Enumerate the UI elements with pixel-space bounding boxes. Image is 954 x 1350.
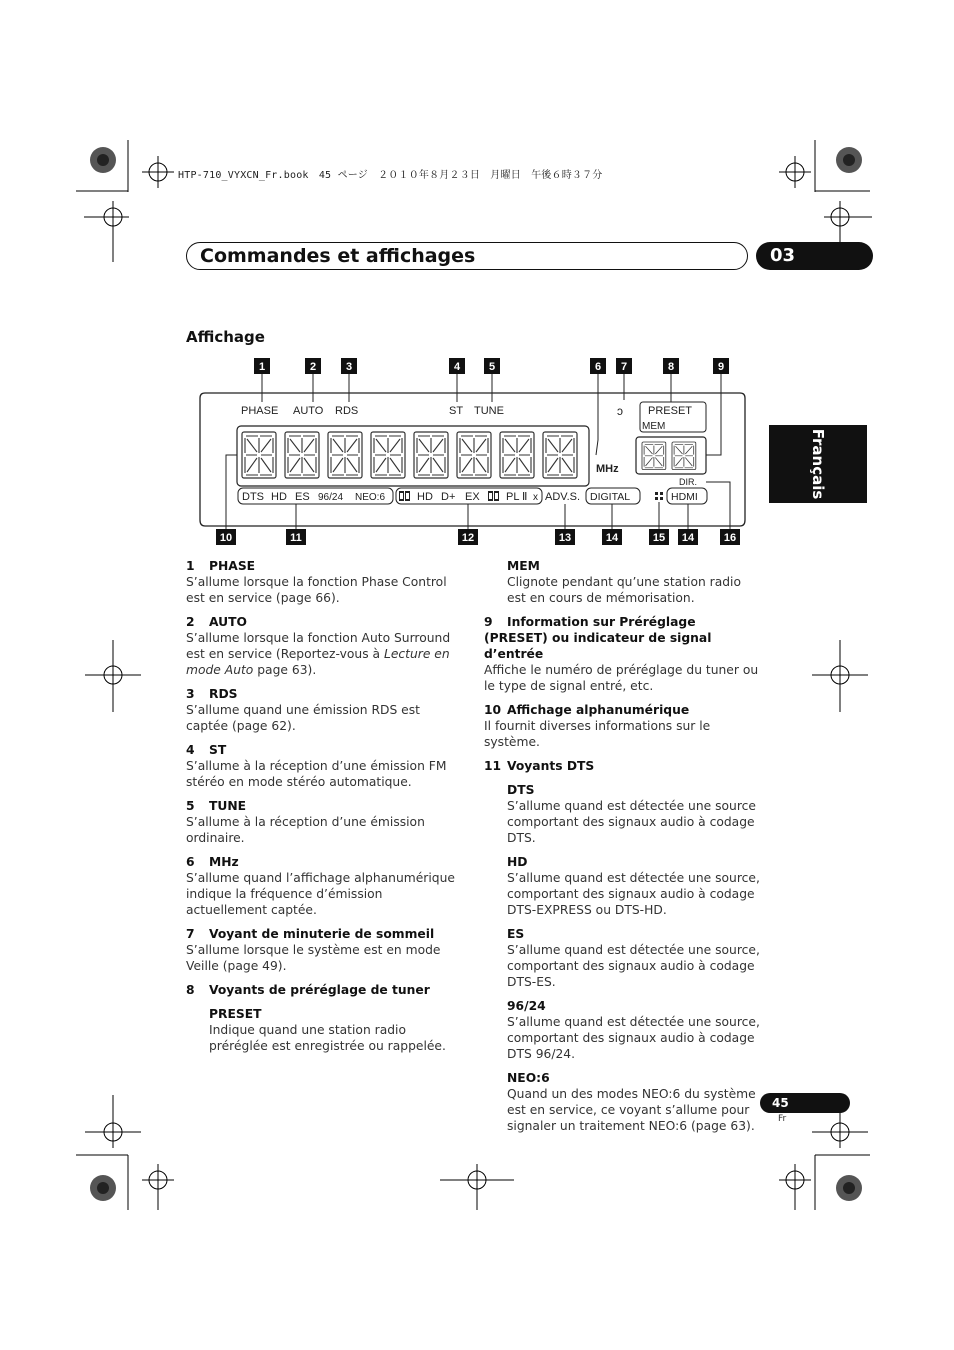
front-panel-display-figure <box>195 352 755 552</box>
label-dir: DIR. <box>679 477 697 487</box>
sub-text: S’allume quand est détectée une source, comportant des signaux audio à codage DTS 96/24. <box>507 1015 760 1061</box>
callout-badge: 15 <box>652 532 666 544</box>
item-heading: 5 TUNE <box>186 799 247 813</box>
label-digital: DIGITAL <box>590 491 631 503</box>
pl2-numeral: Ⅱ <box>522 491 528 503</box>
callout-badge: 5 <box>488 361 496 373</box>
item-text: S’allume quand une émission RDS est captée (page 62). <box>186 703 420 733</box>
label-pl2x: PL <box>506 491 520 503</box>
page-language: Fr <box>778 1114 787 1124</box>
label-hdmi: HDMI <box>671 491 698 503</box>
callout-badge: 6 <box>594 361 602 373</box>
label-dts: DTS <box>242 491 264 503</box>
callout-badge: 7 <box>620 361 628 373</box>
right-column <box>484 558 762 1134</box>
left-column <box>186 558 464 1054</box>
item-text: S’allume à la réception d’une émission FM stéréo en mode stéréo automatique. <box>186 759 447 789</box>
callout-badge: 13 <box>558 532 572 544</box>
label-mem: MEM <box>642 421 666 432</box>
item-text: S’allume quand l’affichage alphanumérique indique la fréquence d’émission actuellement captée. <box>186 871 455 917</box>
item-text: S’allume lorsque la fonction Auto Surround est en service (Reportez-vous à Lecture en mode Auto page 63). <box>186 631 451 677</box>
callout-badge: 4 <box>453 361 461 373</box>
print-mark: HTP-710_VYXCN_Fr.book 45 ページ ２０１０年８月２３日 月曜日 午後６時３７分 <box>178 170 603 181</box>
item-heading: 10 Affichage alphanumérique <box>484 703 690 717</box>
label-auto: AUTO <box>293 405 324 417</box>
hdmi-link-icon <box>655 492 663 500</box>
sub-heading: NEO:6 <box>507 1071 550 1085</box>
page-number: 45 <box>760 1093 850 1113</box>
sub-text: S’allume quand est détectée une source comportant des signaux audio à codage DTS. <box>507 799 756 845</box>
sub-heading: DTS <box>507 783 535 797</box>
dolby-icon <box>488 491 499 501</box>
section-title: Affichage <box>186 328 265 346</box>
label-es: ES <box>295 491 310 503</box>
callout-badge: 1 <box>258 361 266 373</box>
item-text: Il fournit diverses informations sur le système. <box>484 719 711 749</box>
item-heading: 1 PHASE <box>186 559 256 573</box>
item-text: S’allume à la réception d’une émission ordinaire. <box>186 815 425 845</box>
label-advs: ADV.S. <box>545 491 581 503</box>
sub-heading: ES <box>507 927 525 941</box>
callout-badge: 10 <box>219 532 233 544</box>
label-tune: TUNE <box>474 405 504 417</box>
callout-badge: 11 <box>290 532 302 544</box>
item-heading: 11 Voyants DTS <box>484 759 595 773</box>
item-heading: 2 AUTO <box>186 615 247 629</box>
sub-text: Quand un des modes NEO:6 du système est en service, ce voyant s’allume pour signaler un traitement NEO:6 (page 63). <box>507 1087 756 1133</box>
item-heading: 6 MHz <box>186 855 239 869</box>
callout-badge: 16 <box>723 532 737 544</box>
label-dd-hd: HD <box>417 491 433 503</box>
sub-text: S’allume quand est détectée une source, comportant des signaux audio à codage DTS-EXPRESS ou DTS-HD. <box>507 871 760 917</box>
chapter-title: Commandes et affichages <box>200 245 476 267</box>
sub-heading: HD <box>507 855 528 869</box>
item-heading: 8 Voyants de préréglage de tuner <box>186 983 430 997</box>
label-phase: PHASE <box>241 405 279 417</box>
item-text: Affiche le numéro de préréglage du tuner ou le type de signal entré, etc. <box>484 663 759 693</box>
sub-heading: MEM <box>507 559 540 573</box>
sub-text: Indique quand une station radio préréglée est enregistrée ou rappelée. <box>209 1023 446 1053</box>
chapter-number: 03 <box>756 242 873 270</box>
sub-heading: PRESET <box>209 1007 262 1021</box>
label-rds: RDS <box>335 405 359 417</box>
sleep-timer-icon: ↄ <box>617 404 623 418</box>
item-heading: 4 ST <box>186 743 227 757</box>
item-text: S’allume lorsque le système est en mode Veille (page 49). <box>186 943 441 973</box>
label-mhz: MHz <box>596 463 619 475</box>
callout-badge: 8 <box>667 361 675 373</box>
callout-badge: 9 <box>717 361 725 373</box>
callout-badge: 14 <box>605 532 619 544</box>
callout-badge: 12 <box>461 532 475 544</box>
callout-badge: 14 <box>681 532 695 544</box>
language-tab <box>769 425 867 503</box>
item-heading: 7 Voyant de minuterie de sommeil <box>186 927 435 941</box>
callout-badge: 2 <box>309 361 317 373</box>
label-9624: 96/24 <box>318 492 344 503</box>
language-tab-label: Français <box>809 428 827 500</box>
item-text: S’allume lorsque la fonction Phase Control est en service (page 66). <box>186 575 447 605</box>
item-heading: 9 Information sur Préréglage (PRESET) ou indicateur de signal d’entrée <box>484 615 712 661</box>
label-ex: EX <box>465 491 480 503</box>
dolby-icon <box>399 491 410 501</box>
label-neo6: NEO:6 <box>355 492 386 503</box>
callout-badge: 3 <box>345 361 353 373</box>
label-pl2x-suffix: x <box>533 492 538 503</box>
label-st: ST <box>449 405 464 417</box>
sub-text: S’allume quand est détectée une source, comportant des signaux audio à codage DTS-ES. <box>507 943 760 989</box>
label-hd: HD <box>271 491 287 503</box>
item-heading: 3 RDS <box>186 687 238 701</box>
sub-text: Clignote pendant qu’une station radio est en cours de mémorisation. <box>507 575 742 605</box>
label-preset: PRESET <box>648 405 693 417</box>
sub-heading: 96/24 <box>507 999 546 1013</box>
label-dplus: D+ <box>441 491 456 503</box>
